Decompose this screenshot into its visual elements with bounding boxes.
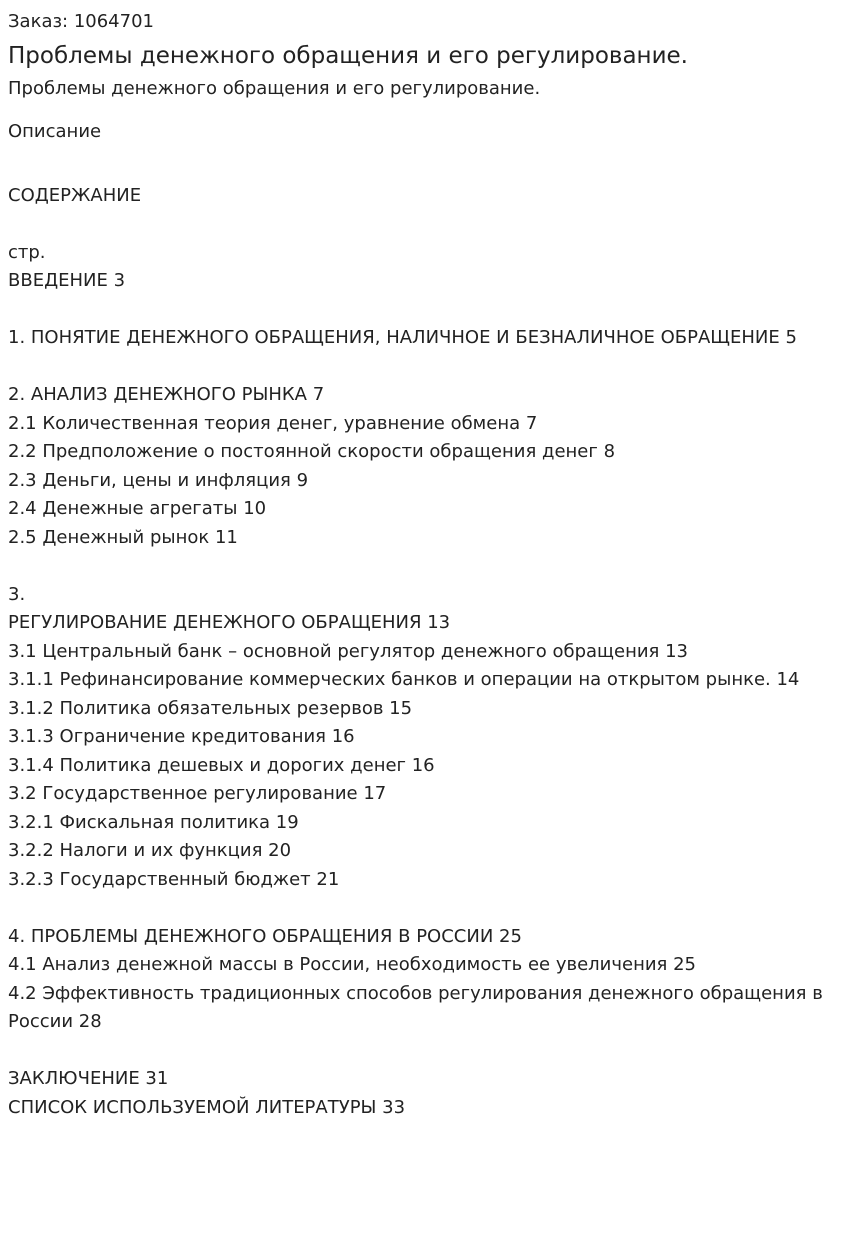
- page-title: Проблемы денежного обращения и его регулирование.: [8, 43, 688, 69]
- description-line: 3.: [8, 583, 26, 605]
- description-line: 2. АНАЛИЗ ДЕНЕЖНОГО РЫНКА 7: [8, 384, 325, 405]
- description-line: 3.1.1 Рефинансирование коммерческих банков и операции на открытом рынке. 14: [8, 669, 800, 690]
- description-line: 2.1 Количественная теория денег, уравнение обмена 7: [8, 412, 538, 434]
- blank-line: [8, 353, 836, 382]
- description-line: РЕГУЛИРОВАНИЕ ДЕНЕЖНОГО ОБРАЩЕНИЯ 13: [8, 612, 451, 633]
- description-line: 3.1 Центральный банк – основной регулятор денежного обращения 13: [8, 640, 688, 662]
- blank-line: [8, 153, 836, 182]
- blank-line: [8, 210, 836, 239]
- description-line: 4. ПРОБЛЕМЫ ДЕНЕЖНОГО ОБРАЩЕНИЯ В РОССИИ 25: [8, 925, 522, 947]
- blank-line: [8, 296, 836, 325]
- description-heading: Описание: [8, 121, 102, 142]
- description-line: 4.2 Эффективность традиционных способов регулирования денежного обращения в России 28: [8, 982, 823, 1032]
- description-line: 3.1.2 Политика обязательных резервов 15: [8, 697, 413, 719]
- description-line: 2.2 Предположение о постоянной скорости обращения денег 8: [8, 441, 616, 462]
- description-line: 2.4 Денежные агрегаты 10: [8, 498, 267, 519]
- order-number: Заказ: 1064701: [8, 11, 154, 32]
- description-line: 4.1 Анализ денежной массы в России, необходимость ее увеличения 25: [8, 954, 697, 975]
- description-line: ЗАКЛЮЧЕНИЕ 31: [8, 1068, 169, 1089]
- description-line: 3.2.2 Налоги и их функция 20: [8, 840, 292, 861]
- description-body: [8, 153, 836, 1122]
- description-line: 2.3 Деньги, цены и инфляция 9: [8, 469, 309, 491]
- blank-line: [8, 894, 836, 923]
- description-line: ВВЕДЕНИЕ 3: [8, 270, 126, 291]
- description-line: стр.: [8, 241, 46, 263]
- description-line: 3.2.3 Государственный бюджет 21: [8, 868, 340, 890]
- description-line: 3.2 Государственное регулирование 17: [8, 783, 387, 804]
- blank-line: [8, 1037, 836, 1066]
- description-line: 3.2.1 Фискальная политика 19: [8, 811, 299, 833]
- blank-line: [8, 552, 836, 581]
- description-line: 1. ПОНЯТИЕ ДЕНЕЖНОГО ОБРАЩЕНИЯ, НАЛИЧНОЕ И БЕЗНАЛИЧНОЕ ОБРАЩЕНИЕ 5: [8, 327, 797, 348]
- description-line: СПИСОК ИСПОЛЬЗУЕМОЙ ЛИТЕРАТУРЫ 33: [8, 1096, 406, 1118]
- description-line: 3.1.4 Политика дешевых и дорогих денег 16: [8, 754, 435, 776]
- page-subtitle: Проблемы денежного обращения и его регулирование.: [8, 78, 541, 99]
- description-line: 3.1.3 Ограничение кредитования 16: [8, 726, 355, 747]
- description-line: 2.5 Денежный рынок 11: [8, 526, 238, 548]
- description-line: СОДЕРЖАНИЕ: [8, 184, 142, 206]
